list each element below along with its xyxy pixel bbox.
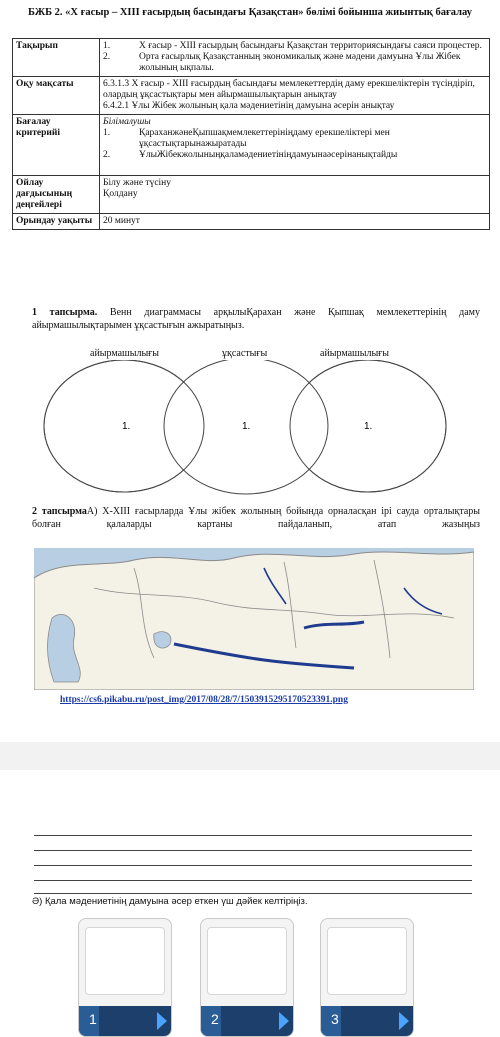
answer-line[interactable] [34, 865, 472, 866]
venn-text-middle: 1. [242, 421, 251, 432]
card-number: 1 [89, 1011, 97, 1027]
list-item: 2. ҰлыЖібекжолыныңқаламәдениетініңдамуынаәсерінанықтайды [103, 150, 398, 160]
row-value-topic [100, 39, 490, 77]
kazakhstan-map-image [34, 548, 474, 690]
venn-text-right: 1. [364, 421, 373, 432]
list-item: 1. Х ғасыр - XIII ғасырдың басындағы Қазақстан территориясындағы саяси процестер. [103, 41, 482, 51]
task1-paragraph [32, 306, 480, 332]
table-row [13, 39, 490, 77]
task1-label: 1 тапсырма. [32, 307, 98, 318]
task2-text: А) Х-ХІІІ ғасырларда Ұлы жібек жолының бойында орналасқан ірі сауда орталықтары болған қалаларды картаны пайдаланып, атап жазыңыз [32, 506, 480, 530]
table-row [13, 77, 490, 115]
row-value-time: 20 минут [100, 214, 490, 230]
row-key-criteria: Бағалау критерийі [13, 115, 100, 176]
row-value-thinking: Білу және түсіну Қолдану [100, 176, 490, 214]
table-row [13, 214, 490, 230]
arrow-icon [279, 1012, 289, 1030]
answer-card-2[interactable] [200, 918, 294, 1037]
answer-line[interactable] [34, 893, 472, 894]
venn-label-middle: ұқсастығы [222, 348, 268, 359]
card-content-area[interactable] [327, 927, 407, 995]
page-title: БЖБ 2. «Х ғасыр – XIII ғасырдың басындағы Қазақстан» бөлімі бойынша жиынтық бағалау [28, 7, 472, 18]
card-content-area[interactable] [85, 927, 165, 995]
task2b-text: Ә) Қала мәдениетінің дамуына әсер еткен үш дәйек келтіріңіз. [32, 896, 308, 907]
arrow-icon [157, 1012, 167, 1030]
table-row [13, 176, 490, 214]
venn-text-left: 1. [122, 421, 131, 432]
task1-text: Венн диаграммасы арқылыҚарахан және Қыпшақ мемлекеттерінің даму айырмашылықтарымен ұқсастығын ажыратыңыз. [32, 307, 480, 331]
row-value-criteria: Білімалушы 1. ҚараханжәнеҚыпшақмемлекеттерініңдаму ерекшеліктері мен ұқсастықтарынажыратады 2. ҰлыЖібекжолыныңқаламәдениетініңдамуынаәсерінанықтайды [100, 115, 490, 176]
venn-diagram [36, 360, 456, 500]
row-key-time: Орындау уақыты [13, 214, 100, 230]
arrow-icon [399, 1012, 409, 1030]
answer-line[interactable] [34, 835, 472, 836]
row-key-topic: Тақырып [13, 39, 100, 77]
answer-line[interactable] [34, 850, 472, 851]
list-item: 2. Орта ғасырлық Қазақстанның экономикалық және мәдени дамуына Ұлы Жібек жолының ықпалы. [103, 52, 461, 73]
row-value-goal: 6.3.1.3 Х ғасыр - XIII ғасырдың басындағы мемлекеттердің даму ерекшеліктерін түсіндіріп, олардың ұқсастықтары мен айырмашылықтарын анықтау 6.4.2.1 Ұлы Жібек жолының қала мәдениетінің дамуына әсерін анықтау [100, 77, 490, 115]
task2-paragraph [32, 505, 480, 531]
venn-label-left: айырмашылығы [90, 348, 160, 359]
map-aral [154, 632, 171, 648]
row-key-thinking: Ойлау дағдысының деңгейлері [13, 176, 100, 214]
card-number: 2 [211, 1011, 219, 1027]
card-number: 3 [331, 1011, 339, 1027]
answer-line[interactable] [34, 880, 472, 881]
map-source-link[interactable]: https://cs6.pikabu.ru/post_img/2017/08/28/7/1503915295170523391.png [60, 695, 348, 705]
venn-label-right: айырмашылығы [320, 348, 390, 359]
info-table [12, 38, 490, 230]
answer-card-3[interactable] [320, 918, 414, 1037]
list-item: 1. ҚараханжәнеҚыпшақмемлекеттерініңдаму ерекшеліктері мен ұқсастықтарынажыратады [103, 128, 390, 149]
page-gap [0, 742, 500, 770]
table-row [13, 115, 490, 176]
task2-label: 2 тапсырма [32, 506, 87, 517]
map-land [34, 552, 474, 690]
answer-card-1[interactable] [78, 918, 172, 1037]
row-key-goal: Оқу мақсаты [13, 77, 100, 115]
card-content-area[interactable] [207, 927, 287, 995]
